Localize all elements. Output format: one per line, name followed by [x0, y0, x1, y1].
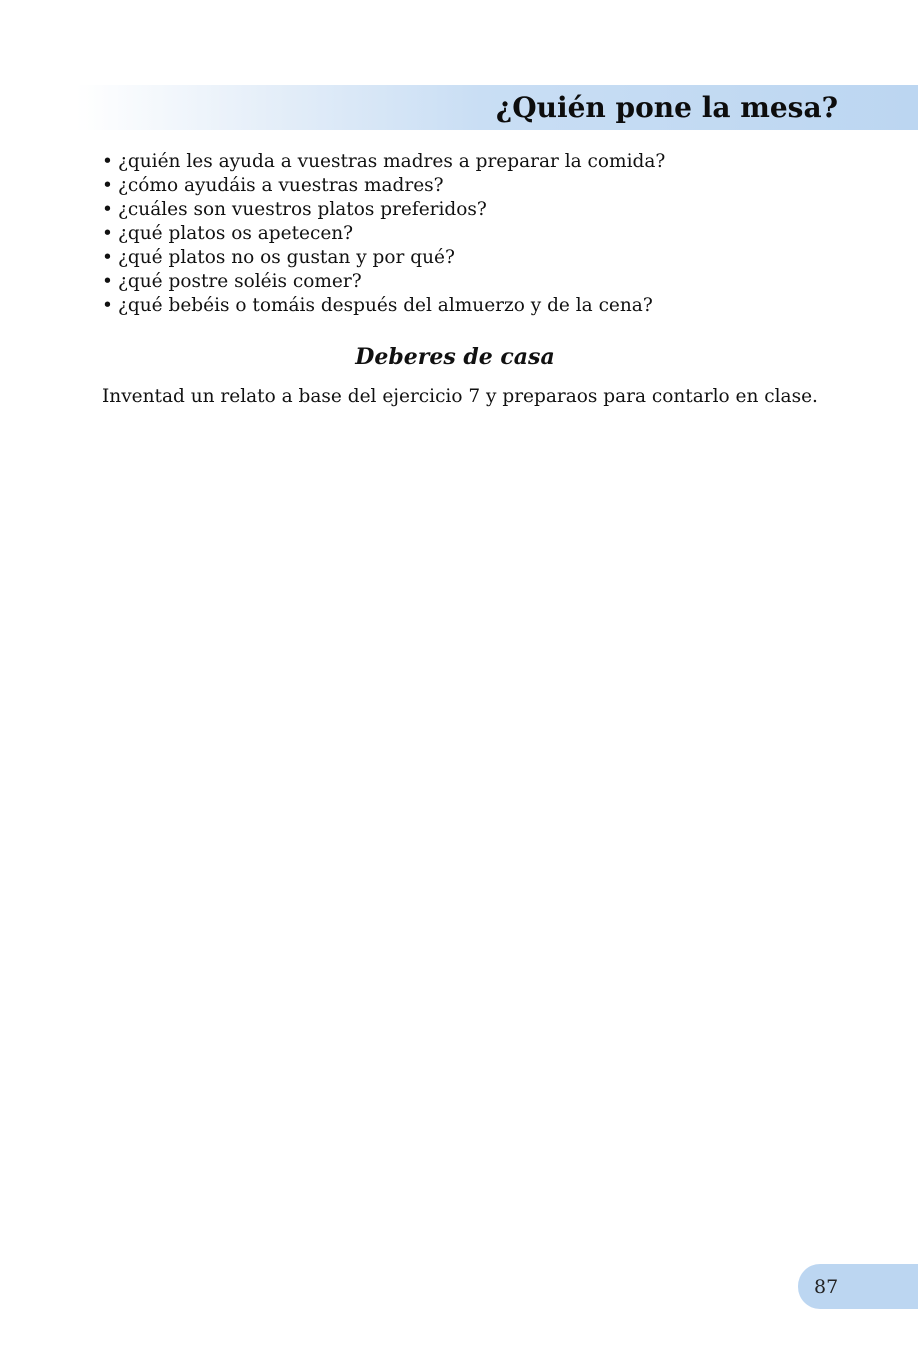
- bullet-icon: •: [102, 223, 113, 244]
- bullet-icon: •: [102, 295, 113, 316]
- bullet-icon: •: [102, 247, 113, 268]
- homework-text: Inventad un relato a base del ejercicio 7 y preparaos para contarlo en clase.: [102, 386, 818, 407]
- list-item: [102, 174, 665, 198]
- question-text: ¿qué bebéis o tomáis después del almuerzo y de la cena?: [118, 295, 653, 316]
- bullet-icon: •: [102, 151, 113, 172]
- bullet-icon: •: [102, 175, 113, 196]
- question-text: ¿cuáles son vuestros platos preferidos?: [118, 199, 487, 220]
- question-text: ¿cómo ayudáis a vuestras madres?: [118, 175, 444, 196]
- question-text: ¿qué platos os apetecen?: [118, 223, 354, 244]
- list-item: [102, 294, 665, 318]
- page-title: ¿Quién pone la mesa?: [495, 91, 838, 124]
- page-number: 87: [814, 1276, 839, 1298]
- list-item: [102, 198, 665, 222]
- list-item: [102, 222, 665, 246]
- list-item: [102, 246, 665, 270]
- question-list: [102, 150, 665, 318]
- homework-heading: Deberes de casa: [355, 344, 555, 370]
- list-item: [102, 150, 665, 174]
- question-text: ¿qué platos no os gustan y por qué?: [118, 247, 455, 268]
- question-text: ¿qué postre soléis comer?: [118, 271, 362, 292]
- bullet-icon: •: [102, 199, 113, 220]
- bullet-icon: •: [102, 271, 113, 292]
- question-text: ¿quién les ayuda a vuestras madres a preparar la comida?: [118, 151, 666, 172]
- list-item: [102, 270, 665, 294]
